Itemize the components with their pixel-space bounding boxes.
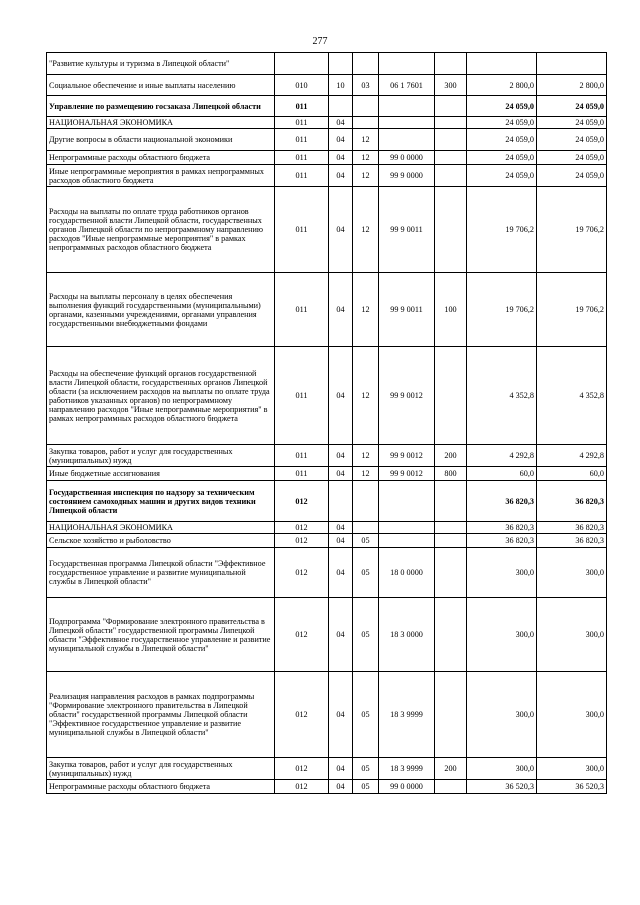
row-amount-1-cell: 19 706,2 bbox=[467, 273, 537, 347]
row-section-cell: 04 bbox=[329, 165, 353, 187]
row-target-article-cell: 99 9 0011 bbox=[379, 187, 435, 273]
budget-table bbox=[46, 52, 607, 794]
row-target-article-cell: 99 9 0011 bbox=[379, 273, 435, 347]
row-expense-type-cell: 300 bbox=[435, 75, 467, 96]
row-name-cell: Управление по размещению госзаказа Липецкой области bbox=[47, 96, 275, 117]
row-expense-type-cell bbox=[435, 522, 467, 534]
table-row bbox=[47, 187, 607, 273]
table-row bbox=[47, 165, 607, 187]
row-amount-1-cell: 300,0 bbox=[467, 548, 537, 598]
row-subsection-cell: 05 bbox=[353, 598, 379, 672]
row-amount-2-cell: 24 059,0 bbox=[537, 151, 607, 165]
row-ministry-code-cell: 012 bbox=[275, 780, 329, 794]
row-section-cell: 04 bbox=[329, 273, 353, 347]
row-name-cell: Сельское хозяйство и рыболовство bbox=[47, 534, 275, 548]
row-ministry-code-cell: 012 bbox=[275, 481, 329, 522]
row-section-cell: 04 bbox=[329, 445, 353, 467]
row-subsection-cell: 12 bbox=[353, 151, 379, 165]
row-amount-2-cell bbox=[537, 53, 607, 75]
row-ministry-code-cell: 012 bbox=[275, 548, 329, 598]
row-ministry-code-cell: 011 bbox=[275, 467, 329, 481]
row-ministry-code-cell: 010 bbox=[275, 75, 329, 96]
row-target-article-cell: 18 0 0000 bbox=[379, 548, 435, 598]
row-ministry-code-cell: 011 bbox=[275, 273, 329, 347]
row-ministry-code-cell: 011 bbox=[275, 129, 329, 151]
row-target-article-cell bbox=[379, 481, 435, 522]
row-amount-1-cell: 24 059,0 bbox=[467, 117, 537, 129]
row-subsection-cell: 05 bbox=[353, 780, 379, 794]
row-target-article-cell bbox=[379, 534, 435, 548]
row-expense-type-cell: 800 bbox=[435, 467, 467, 481]
row-amount-2-cell: 4 352,8 bbox=[537, 347, 607, 445]
row-amount-2-cell: 24 059,0 bbox=[537, 129, 607, 151]
row-amount-2-cell: 2 800,0 bbox=[537, 75, 607, 96]
row-amount-2-cell: 300,0 bbox=[537, 548, 607, 598]
row-target-article-cell bbox=[379, 53, 435, 75]
row-subsection-cell: 03 bbox=[353, 75, 379, 96]
row-name-cell: НАЦИОНАЛЬНАЯ ЭКОНОМИКА bbox=[47, 117, 275, 129]
row-amount-1-cell: 4 292,8 bbox=[467, 445, 537, 467]
row-target-article-cell: 18 3 0000 bbox=[379, 598, 435, 672]
row-target-article-cell: 18 3 9999 bbox=[379, 758, 435, 780]
row-name-cell: Непрограммные расходы областного бюджета bbox=[47, 151, 275, 165]
row-name-cell: НАЦИОНАЛЬНАЯ ЭКОНОМИКА bbox=[47, 522, 275, 534]
row-amount-1-cell bbox=[467, 53, 537, 75]
row-section-cell: 04 bbox=[329, 672, 353, 758]
table-row bbox=[47, 522, 607, 534]
row-section-cell: 10 bbox=[329, 75, 353, 96]
row-amount-1-cell: 36 820,3 bbox=[467, 481, 537, 522]
row-amount-1-cell: 24 059,0 bbox=[467, 165, 537, 187]
row-target-article-cell bbox=[379, 522, 435, 534]
row-expense-type-cell: 200 bbox=[435, 445, 467, 467]
row-expense-type-cell bbox=[435, 165, 467, 187]
table-row bbox=[47, 758, 607, 780]
row-target-article-cell: 99 9 0012 bbox=[379, 347, 435, 445]
row-expense-type-cell: 200 bbox=[435, 758, 467, 780]
row-ministry-code-cell: 012 bbox=[275, 758, 329, 780]
table-row bbox=[47, 467, 607, 481]
row-amount-1-cell: 300,0 bbox=[467, 598, 537, 672]
row-target-article-cell: 99 0 0000 bbox=[379, 780, 435, 794]
row-expense-type-cell bbox=[435, 534, 467, 548]
row-expense-type-cell bbox=[435, 780, 467, 794]
row-subsection-cell: 05 bbox=[353, 758, 379, 780]
table-row bbox=[47, 117, 607, 129]
row-subsection-cell: 05 bbox=[353, 548, 379, 598]
row-subsection-cell: 12 bbox=[353, 165, 379, 187]
row-target-article-cell bbox=[379, 117, 435, 129]
row-name-cell: Подпрограмма "Формирование электронного правительства в Липецкой области" государственной программы Липецкой области "Эффективное государственное управление и развитие муниципальной службы в Липецкой области" bbox=[47, 598, 275, 672]
row-expense-type-cell bbox=[435, 187, 467, 273]
row-amount-2-cell: 19 706,2 bbox=[537, 273, 607, 347]
row-section-cell: 04 bbox=[329, 758, 353, 780]
row-expense-type-cell bbox=[435, 548, 467, 598]
table-row bbox=[47, 598, 607, 672]
row-section-cell: 04 bbox=[329, 467, 353, 481]
row-name-cell: Государственная программа Липецкой области "Эффективное государственное управление и развитие муниципальной службы в Липецкой области" bbox=[47, 548, 275, 598]
row-ministry-code-cell: 011 bbox=[275, 96, 329, 117]
row-section-cell: 04 bbox=[329, 534, 353, 548]
row-subsection-cell: 12 bbox=[353, 129, 379, 151]
row-name-cell: Закупка товаров, работ и услуг для государственных (муниципальных) нужд bbox=[47, 445, 275, 467]
row-amount-1-cell: 36 520,3 bbox=[467, 780, 537, 794]
table-row bbox=[47, 672, 607, 758]
row-section-cell: 04 bbox=[329, 598, 353, 672]
row-amount-1-cell: 36 820,3 bbox=[467, 534, 537, 548]
table-row bbox=[47, 347, 607, 445]
row-section-cell: 04 bbox=[329, 548, 353, 598]
row-ministry-code-cell: 011 bbox=[275, 117, 329, 129]
row-section-cell: 04 bbox=[329, 151, 353, 165]
row-target-article-cell: 99 9 0012 bbox=[379, 467, 435, 481]
row-subsection-cell: 12 bbox=[353, 347, 379, 445]
row-target-article-cell: 99 9 0012 bbox=[379, 445, 435, 467]
row-ministry-code-cell bbox=[275, 53, 329, 75]
row-expense-type-cell bbox=[435, 347, 467, 445]
row-name-cell: Закупка товаров, работ и услуг для государственных (муниципальных) нужд bbox=[47, 758, 275, 780]
table-row bbox=[47, 75, 607, 96]
row-amount-1-cell: 300,0 bbox=[467, 672, 537, 758]
row-amount-1-cell: 24 059,0 bbox=[467, 96, 537, 117]
row-name-cell: Расходы на обеспечение функций органов государственной власти Липецкой области, государственных органов Липецкой области (за исключением расходов на выплаты по оплате труда работников указанных органов) по непрограммному направлению расходов "Иные непрограммные мероприятия" в рамках непрограммных расходов областного бюджета bbox=[47, 347, 275, 445]
row-name-cell: Социальное обеспечение и иные выплаты населению bbox=[47, 75, 275, 96]
row-ministry-code-cell: 012 bbox=[275, 598, 329, 672]
row-name-cell: Непрограммные расходы областного бюджета bbox=[47, 780, 275, 794]
row-target-article-cell: 99 9 0000 bbox=[379, 165, 435, 187]
row-name-cell: Другие вопросы в области национальной экономики bbox=[47, 129, 275, 151]
row-amount-2-cell: 36 820,3 bbox=[537, 522, 607, 534]
row-amount-2-cell: 36 520,3 bbox=[537, 780, 607, 794]
row-amount-2-cell: 36 820,3 bbox=[537, 534, 607, 548]
row-expense-type-cell bbox=[435, 129, 467, 151]
row-name-cell: Иные бюджетные ассигнования bbox=[47, 467, 275, 481]
row-section-cell: 04 bbox=[329, 780, 353, 794]
row-amount-2-cell: 300,0 bbox=[537, 672, 607, 758]
row-expense-type-cell bbox=[435, 151, 467, 165]
row-amount-2-cell: 4 292,8 bbox=[537, 445, 607, 467]
row-expense-type-cell bbox=[435, 117, 467, 129]
row-target-article-cell bbox=[379, 96, 435, 117]
table-row bbox=[47, 780, 607, 794]
row-ministry-code-cell: 012 bbox=[275, 522, 329, 534]
row-amount-2-cell: 24 059,0 bbox=[537, 96, 607, 117]
row-subsection-cell: 05 bbox=[353, 534, 379, 548]
row-subsection-cell bbox=[353, 522, 379, 534]
row-name-cell: Расходы на выплаты персоналу в целях обеспечения выполнения функций государственными (муниципальными) органами, казенными учреждениями, органами управления государственными внебюджетными фондами bbox=[47, 273, 275, 347]
row-amount-1-cell: 24 059,0 bbox=[467, 151, 537, 165]
row-expense-type-cell bbox=[435, 672, 467, 758]
row-subsection-cell: 12 bbox=[353, 445, 379, 467]
table-row bbox=[47, 151, 607, 165]
row-ministry-code-cell: 011 bbox=[275, 187, 329, 273]
row-amount-1-cell: 4 352,8 bbox=[467, 347, 537, 445]
row-target-article-cell: 99 0 0000 bbox=[379, 151, 435, 165]
row-section-cell bbox=[329, 96, 353, 117]
row-expense-type-cell: 100 bbox=[435, 273, 467, 347]
page-number: 277 bbox=[312, 36, 328, 47]
row-subsection-cell bbox=[353, 117, 379, 129]
row-expense-type-cell bbox=[435, 53, 467, 75]
row-amount-1-cell: 19 706,2 bbox=[467, 187, 537, 273]
row-name-cell: Иные непрограммные мероприятия в рамках непрограммных расходов областного бюджета bbox=[47, 165, 275, 187]
row-subsection-cell: 12 bbox=[353, 187, 379, 273]
row-amount-2-cell: 60,0 bbox=[537, 467, 607, 481]
row-name-cell: Реализация направления расходов в рамках подпрограммы "Формирование электронного правительства в Липецкой области" государственной программы Липецкой области "Эффективное государственное управление и развитие муниципальной службы в Липецкой области" bbox=[47, 672, 275, 758]
row-subsection-cell bbox=[353, 53, 379, 75]
row-amount-2-cell: 36 820,3 bbox=[537, 481, 607, 522]
table-row bbox=[47, 445, 607, 467]
row-name-cell: Расходы на выплаты по оплате труда работников органов государственной власти Липецкой области, государственных органов Липецкой области по непрограммному направлению расходов "Иные непрограммные мероприятия" в рамках непрограммных расходов областного бюджета bbox=[47, 187, 275, 273]
row-section-cell: 04 bbox=[329, 117, 353, 129]
row-amount-2-cell: 19 706,2 bbox=[537, 187, 607, 273]
row-amount-1-cell: 24 059,0 bbox=[467, 129, 537, 151]
row-ministry-code-cell: 011 bbox=[275, 445, 329, 467]
row-target-article-cell: 18 3 9999 bbox=[379, 672, 435, 758]
table-row bbox=[47, 548, 607, 598]
row-expense-type-cell bbox=[435, 96, 467, 117]
row-subsection-cell bbox=[353, 481, 379, 522]
row-amount-1-cell: 2 800,0 bbox=[467, 75, 537, 96]
table-row bbox=[47, 273, 607, 347]
table-row bbox=[47, 53, 607, 75]
row-amount-2-cell: 300,0 bbox=[537, 598, 607, 672]
row-section-cell bbox=[329, 53, 353, 75]
row-section-cell: 04 bbox=[329, 187, 353, 273]
row-subsection-cell bbox=[353, 96, 379, 117]
row-ministry-code-cell: 012 bbox=[275, 534, 329, 548]
row-subsection-cell: 12 bbox=[353, 273, 379, 347]
row-section-cell: 04 bbox=[329, 522, 353, 534]
row-amount-2-cell: 24 059,0 bbox=[537, 165, 607, 187]
row-section-cell: 04 bbox=[329, 129, 353, 151]
row-name-cell: Государственная инспекция по надзору за техническим состоянием самоходных машин и других видов техники Липецкой области bbox=[47, 481, 275, 522]
row-name-cell: "Развитие культуры и туризма в Липецкой области" bbox=[47, 53, 275, 75]
row-subsection-cell: 05 bbox=[353, 672, 379, 758]
row-amount-1-cell: 300,0 bbox=[467, 758, 537, 780]
row-subsection-cell: 12 bbox=[353, 467, 379, 481]
row-ministry-code-cell: 012 bbox=[275, 672, 329, 758]
row-target-article-cell bbox=[379, 129, 435, 151]
row-amount-1-cell: 36 820,3 bbox=[467, 522, 537, 534]
row-section-cell bbox=[329, 481, 353, 522]
row-ministry-code-cell: 011 bbox=[275, 347, 329, 445]
row-section-cell: 04 bbox=[329, 347, 353, 445]
row-expense-type-cell bbox=[435, 598, 467, 672]
row-amount-1-cell: 60,0 bbox=[467, 467, 537, 481]
row-expense-type-cell bbox=[435, 481, 467, 522]
table-row bbox=[47, 129, 607, 151]
table-row bbox=[47, 534, 607, 548]
row-amount-2-cell: 300,0 bbox=[537, 758, 607, 780]
row-ministry-code-cell: 011 bbox=[275, 165, 329, 187]
row-ministry-code-cell: 011 bbox=[275, 151, 329, 165]
row-amount-2-cell: 24 059,0 bbox=[537, 117, 607, 129]
table-row bbox=[47, 96, 607, 117]
row-target-article-cell: 06 1 7601 bbox=[379, 75, 435, 96]
table-row bbox=[47, 481, 607, 522]
